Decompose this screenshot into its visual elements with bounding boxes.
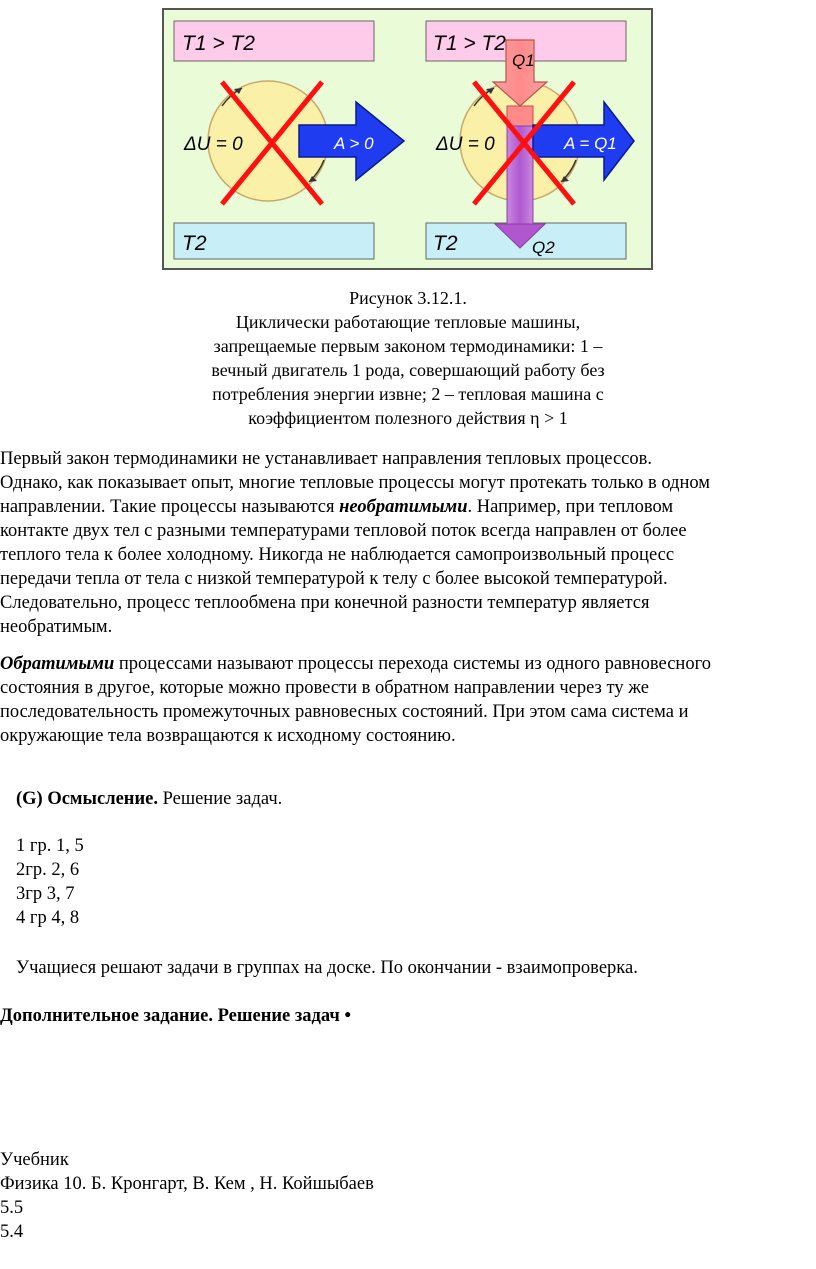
bullet-icon: •	[344, 1006, 351, 1026]
section-g-heading	[16, 787, 282, 811]
para2-line-1b: процессами называют процессы перехода системы из одного равновесного	[114, 654, 711, 674]
caption-line-4: вечный двигатель 1 рода, совершающий работу без	[211, 360, 605, 380]
figure-caption	[0, 286, 816, 430]
para1-line-3	[0, 495, 816, 519]
para2-line-2: состояния в другое, которые можно провести в обратном направлении через ту же	[0, 678, 649, 698]
section-g-rest: Решение задач.	[157, 789, 283, 809]
section-g-bold: (G) Осмысление.	[16, 789, 158, 809]
para1-line-5: теплого тела к более холодному. Никогда не наблюдается самопроизвольный процесс	[0, 545, 675, 565]
para1-line-7: Следовательно, процесс теплообмена при конечной разности температур является	[0, 593, 650, 613]
du-label-right: ΔU = 0	[436, 134, 495, 155]
du-label-left: ΔU = 0	[184, 134, 243, 155]
para2-line-4: окружающие тела возвращаются к исходному состоянию.	[0, 726, 456, 746]
work-label-right: A = Q1	[564, 134, 617, 153]
group-item-2: 2гр. 2, 6	[16, 860, 80, 880]
hot-label-right: T1 > T2	[433, 32, 506, 55]
q1-label: Q1	[512, 51, 535, 70]
paragraph-irreversible	[0, 447, 816, 639]
extra-task-text: Дополнительное задание. Решение задач	[0, 1006, 340, 1026]
para2-line-1	[0, 652, 816, 676]
students-line: Учащиеся решают задачи в группах на доске. По окончании - взаимопроверка.	[16, 958, 638, 978]
left-engine	[174, 21, 404, 259]
textbook-item-1: 5.5	[0, 1198, 24, 1218]
caption-line-5: потребления энергии извне; 2 – тепловая машина с	[212, 384, 604, 404]
paragraph-reversible	[0, 652, 816, 748]
textbook-title: Учебник	[0, 1150, 69, 1170]
group-item-1: 1 гр. 1, 5	[16, 836, 84, 856]
para1-line-6: передачи тепла от тела с низкой температурой к телу с более высокой температурой.	[0, 569, 668, 589]
textbook-block	[0, 1148, 374, 1244]
group-list	[16, 834, 84, 930]
right-engine	[426, 21, 634, 259]
para1-line-3c: . Например, при тепловом	[467, 497, 674, 517]
caption-line-6: коэффициентом полезного действия η > 1	[248, 408, 568, 428]
para1-line-2: Однако, как показывает опыт, многие тепловые процессы могут протекать только в одном	[0, 473, 710, 493]
para2-line-3: последовательность промежуточных равновесных состояний. При этом сама система и	[0, 702, 689, 722]
para1-line-8: необратимым.	[0, 617, 113, 637]
para1-line-3a: направлении. Такие процессы называются	[0, 497, 340, 517]
figure-heat-engines	[162, 8, 653, 270]
term-reversible: Обратимыми	[0, 654, 115, 674]
caption-line-3: запрещаемые первым законом термодинамики: 1 –	[213, 336, 603, 356]
caption-line-2: Циклически работающие тепловые машины,	[235, 312, 581, 332]
group-item-3: 3гр 3, 7	[16, 884, 75, 904]
cold-label-left: T2	[182, 232, 207, 255]
figure-diagram	[164, 10, 651, 268]
hot-label-left: T1 > T2	[182, 32, 255, 55]
para1-line-1: Первый закон термодинамики не устанавливает направления тепловых процессов.	[0, 449, 652, 469]
work-label-left: A > 0	[334, 134, 374, 153]
q2-label: Q2	[532, 238, 555, 257]
term-irreversible: необратимыми	[339, 497, 468, 517]
para1-line-4: контакте двух тел с разными температурами тепловой поток всегда направлен от более	[0, 521, 687, 541]
textbook-item-2: 5.4	[0, 1222, 24, 1242]
textbook-book: Физика 10. Б. Кронгарт, В. Кем , Н. Койшыбаев	[0, 1174, 374, 1194]
extra-task-heading	[0, 1004, 351, 1028]
group-item-4: 4 гр 4, 8	[16, 908, 80, 928]
cold-label-right: T2	[433, 232, 458, 255]
caption-line-1: Рисунок 3.12.1.	[349, 288, 467, 308]
